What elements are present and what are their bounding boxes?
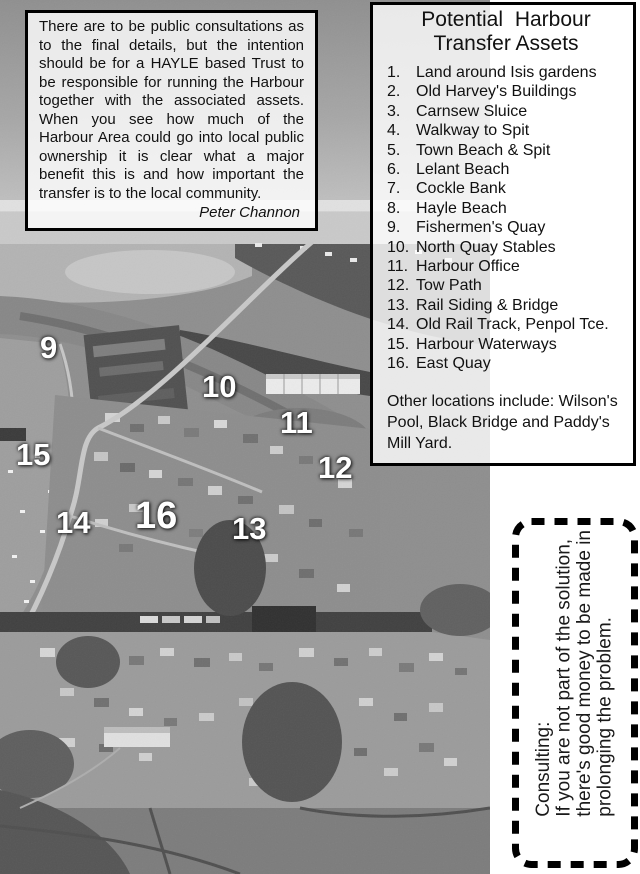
asset-item: 12. Tow Path <box>387 277 482 295</box>
assets-list <box>387 63 625 374</box>
asset-item: 1. Land around Isis gardens <box>387 64 597 81</box>
asset-item: 6. Lelant Beach <box>387 161 510 179</box>
asset-item: 7. Cockle Bank <box>387 180 506 198</box>
consulting-text <box>534 517 616 830</box>
consulting-line-3: there's good money to be made in <box>574 530 595 817</box>
quote-box <box>25 10 318 231</box>
asset-item: 15. Harbour Waterways <box>387 335 557 353</box>
photo-marker-12: 12 <box>318 450 353 485</box>
consulting-box <box>511 517 639 869</box>
consulting-line-1: Consulting: <box>533 721 554 817</box>
photo-marker-9: 9 <box>40 330 58 365</box>
asset-item: 8. Hayle Beach <box>387 199 507 217</box>
asset-item: 13. Rail Siding & Bridge <box>387 296 559 314</box>
quote-attribution: Peter Channon <box>199 204 300 221</box>
assets-box <box>370 2 636 466</box>
asset-item: 9. Fishermen's Quay <box>387 219 546 237</box>
consulting-line-2: If you are not part of the solution, <box>553 538 575 817</box>
quote-text: There are to be public consultations as to the final details, but the intention should be for a HAYLE based Trust to be responsible for running the Harbour together with the associated assets. When you see how much of the Harbour Area could go into local public ownership it is clear what a major benefit this is and how important the transfer is to the local community. <box>39 18 304 202</box>
consulting-line-4: prolonging the problem. <box>594 617 616 817</box>
photo-marker-14: 14 <box>56 505 91 540</box>
photo-marker-15: 15 <box>16 437 51 472</box>
asset-item: 2. Old Harvey's Buildings <box>387 83 577 101</box>
assets-title-line1: Potential Harbour <box>421 8 591 31</box>
photo-marker-13: 13 <box>232 511 267 546</box>
asset-item: 4. Walkway to Spit <box>387 122 530 140</box>
asset-item: 14. Old Rail Track, Penpol Tce. <box>387 316 609 334</box>
asset-item: 5. Town Beach & Spit <box>387 141 551 159</box>
asset-item: 16. East Quay <box>387 355 491 373</box>
asset-item: 11. Harbour Office <box>387 258 520 276</box>
photo-marker-16: 16 <box>135 495 178 537</box>
assets-title-line2: Transfer Assets <box>433 32 579 55</box>
photo-marker-11: 11 <box>280 405 313 440</box>
other-locations-note: Other locations include: Wilson's Pool, Black Bridge and Paddy's Mill Yard. <box>387 392 618 452</box>
photo-marker-10: 10 <box>202 369 237 404</box>
asset-item: 10. North Quay Stables <box>387 238 556 256</box>
assets-title <box>387 8 625 56</box>
asset-item: 3. Carnsew Sluice <box>387 102 528 120</box>
consulting-text-wrap <box>511 517 639 869</box>
